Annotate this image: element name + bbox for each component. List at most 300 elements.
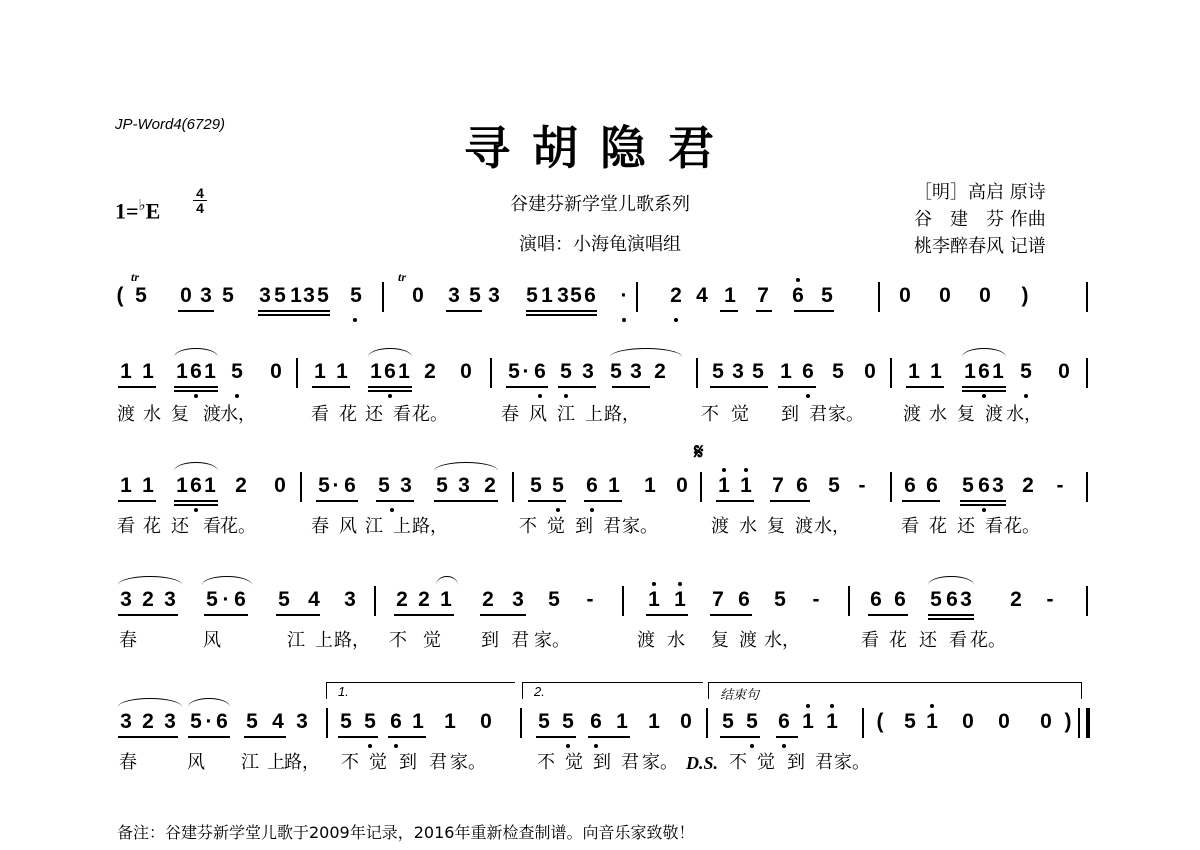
lyric-syllable: 水 [143, 404, 161, 425]
note: 2 [482, 588, 494, 611]
note: - [1056, 474, 1064, 497]
lyric-syllable: 家。 [828, 404, 864, 425]
note: 7 [772, 474, 784, 497]
note: 6 [778, 710, 790, 733]
low-octave-dot [235, 394, 239, 398]
beam-line [776, 736, 798, 738]
lyric-syllable: 到 [481, 630, 499, 651]
note: 5 [246, 710, 258, 733]
lyric-syllable: 渡 [203, 404, 221, 425]
note: 0 [979, 284, 991, 307]
note: 5 [722, 710, 734, 733]
trill-mark: tr [398, 270, 407, 284]
beam-line [174, 504, 218, 506]
lyric-syllable: 风 [529, 404, 547, 425]
note: 6 [738, 588, 750, 611]
note: · [620, 284, 628, 307]
note: 1 [644, 474, 656, 497]
slur [368, 348, 412, 357]
lyric-syllable: 不 [341, 752, 359, 773]
lyric-syllable: 不 [537, 752, 555, 773]
note: 1 [740, 474, 752, 497]
note: 1 [780, 360, 792, 383]
note: 5 [364, 710, 376, 733]
volta-1-label: 1. [338, 684, 349, 699]
lyric-syllable: 君 [621, 752, 639, 773]
lyric-syllable: 上 [315, 630, 333, 651]
beam-line [416, 614, 454, 616]
high-octave-dot [806, 704, 810, 708]
lyric-syllable: 江 [365, 516, 383, 537]
lyric-syllable: 觉 [731, 404, 749, 425]
lyric-syllable: 看 [203, 516, 221, 537]
barline [1086, 358, 1088, 388]
beam-line [466, 310, 482, 312]
barline [520, 708, 522, 738]
series-subtitle: 谷建芬新学堂儿歌系列 [510, 194, 690, 215]
note: 0 [412, 284, 424, 307]
note: 6 [894, 588, 906, 611]
note: ) [1064, 710, 1072, 733]
lyric-syllable: 水 [667, 630, 685, 651]
lyric-syllable: 觉 [757, 752, 775, 773]
beam-line [368, 386, 412, 388]
barline [374, 586, 376, 616]
note: 5 [508, 360, 520, 383]
note: 5 [538, 710, 550, 733]
note: 5 [904, 710, 916, 733]
note: 6 [978, 360, 990, 383]
note: 2 [654, 360, 666, 383]
note: · [522, 360, 530, 383]
note: 0 [864, 360, 876, 383]
low-octave-dot [750, 744, 754, 748]
beam-line [646, 614, 688, 616]
beam-line [434, 500, 498, 502]
lyric-syllable: 上 [393, 516, 411, 537]
lyric-syllable: 看 [949, 630, 967, 651]
note: 3 [448, 284, 460, 307]
beam-line [258, 314, 330, 316]
barline [696, 358, 698, 388]
low-octave-dot [394, 744, 398, 748]
beam-line [902, 500, 940, 502]
lyric-syllable: 路， [284, 752, 320, 773]
note: 5 [278, 588, 290, 611]
note: 2 [142, 588, 154, 611]
note: 6 [796, 474, 808, 497]
note: 3 [296, 710, 308, 733]
lyric-syllable: 看 [861, 630, 879, 651]
lyric-syllable: 复 [957, 404, 975, 425]
lyric-syllable: 渡 [903, 404, 921, 425]
note: 5 [560, 360, 572, 383]
low-octave-dot [982, 394, 986, 398]
beam-line [960, 504, 1006, 506]
note: 6 [190, 360, 202, 383]
note: 5 [821, 284, 833, 307]
note: 6 [584, 284, 596, 307]
lyric-syllable: 渡 [637, 630, 655, 651]
lyric-syllable: 江 [241, 752, 259, 773]
beam-line [316, 500, 358, 502]
slur [436, 576, 458, 585]
lyric-syllable: 春 [119, 752, 137, 773]
lyric-syllable: 渡 [739, 630, 757, 651]
note: 1 [444, 710, 456, 733]
barline [622, 586, 624, 616]
beam-line [962, 390, 1006, 392]
lyric-syllable: 不 [701, 404, 719, 425]
beam-line [174, 386, 218, 388]
note: 5 [135, 284, 147, 307]
barline [862, 708, 864, 738]
low-octave-dot [622, 318, 626, 322]
lyric-syllable: 江 [287, 630, 305, 651]
barline [890, 472, 892, 502]
lyric-syllable: 渡 [711, 516, 729, 537]
low-octave-dot [194, 508, 198, 512]
note: 5 [832, 360, 844, 383]
note: 2 [418, 588, 430, 611]
lyric-syllable: 看 [117, 516, 135, 537]
note: 5 [746, 710, 758, 733]
beam-line [244, 736, 286, 738]
note: 1 [204, 474, 216, 497]
low-octave-dot [674, 318, 678, 322]
barline [1086, 586, 1088, 616]
note: 5 [436, 474, 448, 497]
note: 0 [1040, 710, 1052, 733]
song-title: 寻胡隐君 [464, 121, 736, 175]
software-label: JP-Word4(6729) [115, 116, 226, 133]
key-note: E [145, 198, 161, 224]
low-octave-dot [982, 508, 986, 512]
lyric-syllable: 江 [557, 404, 575, 425]
trill-mark: tr [131, 270, 140, 284]
note: 0 [680, 710, 692, 733]
note: 5 [774, 588, 786, 611]
note: 0 [899, 284, 911, 307]
lyric-syllable: 花 [143, 516, 161, 537]
note: - [812, 588, 820, 611]
note: 6 [590, 710, 602, 733]
flat-sign: ♭ [138, 198, 146, 214]
note: 6 [904, 474, 916, 497]
beam-line [588, 736, 630, 738]
note: 1 [908, 360, 920, 383]
lyric-syllable: 家。 [534, 630, 570, 651]
lyric-syllable: 觉 [547, 516, 565, 537]
low-octave-dot [566, 744, 570, 748]
note: 3 [732, 360, 744, 383]
note: 0 [1058, 360, 1070, 383]
beam-line [536, 736, 576, 738]
lyric-syllable: 家。 [622, 516, 658, 537]
beam-line [258, 310, 330, 312]
beam-line [770, 500, 810, 502]
note: 1 [440, 588, 452, 611]
note: ( [876, 710, 884, 733]
lyric-syllable: 家。 [642, 752, 678, 773]
note: 5 [930, 588, 942, 611]
barline [1078, 708, 1080, 738]
note: 0 [180, 284, 192, 307]
high-octave-dot [930, 704, 934, 708]
lyric-syllable: 看 [311, 404, 329, 425]
note: 1 [926, 710, 938, 733]
note: 1 [290, 284, 302, 307]
beam-line [174, 390, 218, 392]
lyric-syllable: 花。 [1004, 516, 1040, 537]
barline [1086, 708, 1090, 738]
beam-line [204, 614, 248, 616]
barline [890, 358, 892, 388]
beam-line [526, 314, 597, 316]
note: 1 [541, 284, 553, 307]
credit-lyricist: ［明］高启 原诗 [914, 182, 1046, 203]
lyric-syllable: 还 [365, 404, 383, 425]
note: 6 [534, 360, 546, 383]
note: 1 [648, 710, 660, 733]
note: 1 [412, 710, 424, 733]
note: 1 [176, 474, 188, 497]
performer: 演唱：小海龟演唱组 [519, 234, 681, 255]
note: 1 [608, 474, 620, 497]
lyric-syllable: 花 [929, 516, 947, 537]
note: 6 [384, 360, 396, 383]
lyric-syllable: 水， [814, 516, 850, 537]
note: 2 [142, 710, 154, 733]
note: 2 [396, 588, 408, 611]
beam-line [928, 614, 974, 616]
low-octave-dot [368, 744, 372, 748]
beam-line [118, 500, 156, 502]
barline [490, 358, 492, 388]
lyric-syllable: 路， [604, 404, 640, 425]
beam-line [720, 310, 738, 312]
lyric-syllable: 水 [739, 516, 757, 537]
note: 6 [802, 360, 814, 383]
ending-bracket [708, 682, 1082, 699]
note: 5 [469, 284, 481, 307]
beam-line [928, 618, 974, 620]
barline [878, 282, 880, 312]
lyric-syllable: 君 [429, 752, 447, 773]
lyric-syllable: 还 [957, 516, 975, 537]
lyric-syllable: 看 [393, 404, 411, 425]
beam-line [118, 386, 156, 388]
high-octave-dot [830, 704, 834, 708]
beam-line [506, 386, 548, 388]
lyric-syllable: 上 [585, 404, 603, 425]
remark: 备注：谷建芬新学堂儿歌于2009年记录，2016年重新检查制谱。向音乐家致敬！ [117, 823, 695, 842]
note: 3 [344, 588, 356, 611]
lyric-syllable: 风 [187, 752, 205, 773]
note: - [1046, 588, 1054, 611]
note: 1 [398, 360, 410, 383]
barline [848, 586, 850, 616]
barline [1086, 282, 1088, 312]
lyric-syllable: 到 [593, 752, 611, 773]
low-octave-dot [538, 394, 542, 398]
note: 3 [400, 474, 412, 497]
note: 0 [998, 710, 1010, 733]
note: 1 [826, 710, 838, 733]
lyric-syllable: 风 [203, 630, 221, 651]
lyric-syllable: 风 [339, 516, 357, 537]
note: 6 [234, 588, 246, 611]
note: · [332, 474, 340, 497]
note: ( [116, 284, 124, 307]
low-octave-dot [782, 744, 786, 748]
beam-line [388, 736, 426, 738]
note: 1 [120, 360, 132, 383]
lyric-syllable: 水， [220, 404, 256, 425]
lyric-syllable: 到 [781, 404, 799, 425]
note: 1 [336, 360, 348, 383]
low-octave-dot [590, 508, 594, 512]
beam-line [338, 736, 378, 738]
note: 5 [570, 284, 582, 307]
note: 6 [946, 588, 958, 611]
high-octave-dot [678, 582, 682, 586]
low-octave-dot [564, 394, 568, 398]
high-octave-dot [652, 582, 656, 586]
note: 5 [318, 474, 330, 497]
note: 5 [222, 284, 234, 307]
lyric-syllable: 不 [389, 630, 407, 651]
slur [118, 576, 182, 585]
low-octave-dot [194, 394, 198, 398]
note: 6 [792, 284, 804, 307]
note: 5 [562, 710, 574, 733]
beam-line [960, 500, 1006, 502]
lyric-syllable: 渡 [117, 404, 135, 425]
note: 3 [582, 360, 594, 383]
credit-composer: 谷 建 芬 作曲 [914, 209, 1046, 230]
note: 3 [488, 284, 500, 307]
note: 6 [926, 474, 938, 497]
barline [636, 282, 638, 312]
lyric-syllable: 渡 [985, 404, 1003, 425]
lyric-syllable: 春 [119, 630, 137, 651]
note: 3 [458, 474, 470, 497]
lyric-syllable: 家。 [834, 752, 870, 773]
note: 5 [231, 360, 243, 383]
lyric-syllable: 不 [519, 516, 537, 537]
slur [188, 698, 230, 707]
note: 1 [176, 360, 188, 383]
beam-line [868, 614, 908, 616]
volta-1-bracket [326, 682, 515, 699]
lyric-syllable: 路， [412, 516, 448, 537]
lyric-syllable: 复 [171, 404, 189, 425]
note: 4 [308, 588, 320, 611]
slur [202, 576, 252, 585]
note: 0 [480, 710, 492, 733]
note: 3 [512, 588, 524, 611]
note: 3 [992, 474, 1004, 497]
note: 0 [270, 360, 282, 383]
note: 5 [610, 360, 622, 383]
note: 5 [206, 588, 218, 611]
note: 6 [870, 588, 882, 611]
lyric-syllable: 花。 [970, 630, 1006, 651]
lyric-syllable: 君 [603, 516, 621, 537]
barline [326, 708, 328, 738]
key-prefix: 1= [115, 198, 139, 224]
beam-line [526, 310, 597, 312]
lyric-syllable: 君 [809, 404, 827, 425]
barline [300, 472, 302, 502]
note: 1 [616, 710, 628, 733]
note: 5 [548, 588, 560, 611]
beam-line [612, 386, 650, 388]
lyric-syllable: 花 [339, 404, 357, 425]
slur [610, 348, 682, 357]
note: 0 [460, 360, 472, 383]
note: 1 [314, 360, 326, 383]
slur [174, 348, 218, 357]
note: 1 [370, 360, 382, 383]
note: 1 [718, 474, 730, 497]
note: 6 [978, 474, 990, 497]
beam-line [312, 386, 350, 388]
slur [928, 576, 974, 585]
lyric-syllable: 到 [399, 752, 417, 773]
note: 5 [1020, 360, 1032, 383]
beam-line [368, 390, 412, 392]
slur [962, 348, 1006, 357]
beam-line [906, 386, 944, 388]
note: 3 [120, 710, 132, 733]
note: 2 [235, 474, 247, 497]
lyric-syllable: 复 [711, 630, 729, 651]
note: · [222, 588, 230, 611]
lyric-syllable: 还 [919, 630, 937, 651]
low-octave-dot [556, 508, 560, 512]
beam-line [140, 614, 178, 616]
lyric-syllable: 到 [575, 516, 593, 537]
low-octave-dot [806, 394, 810, 398]
slur [434, 462, 498, 471]
note: 1 [648, 588, 660, 611]
note: 1 [204, 360, 216, 383]
beam-line [778, 386, 816, 388]
note: 5 [752, 360, 764, 383]
ending-label: 结束句 [720, 687, 760, 702]
note: 5 [552, 474, 564, 497]
note: 3 [164, 710, 176, 733]
note: 5 [350, 284, 362, 307]
note: 1 [142, 474, 154, 497]
lyric-syllable: 花。 [220, 516, 256, 537]
beam-line [710, 614, 752, 616]
note: 6 [216, 710, 228, 733]
segno-sign: 𝄋 [694, 440, 704, 465]
low-octave-dot [594, 744, 598, 748]
beam-line [716, 500, 754, 502]
slur [174, 462, 218, 471]
note: 6 [586, 474, 598, 497]
note: 4 [696, 284, 708, 307]
note: 5 [274, 284, 286, 307]
note: 5 [526, 284, 538, 307]
note: 3 [557, 284, 569, 307]
note: 6 [190, 474, 202, 497]
barline [706, 708, 708, 738]
